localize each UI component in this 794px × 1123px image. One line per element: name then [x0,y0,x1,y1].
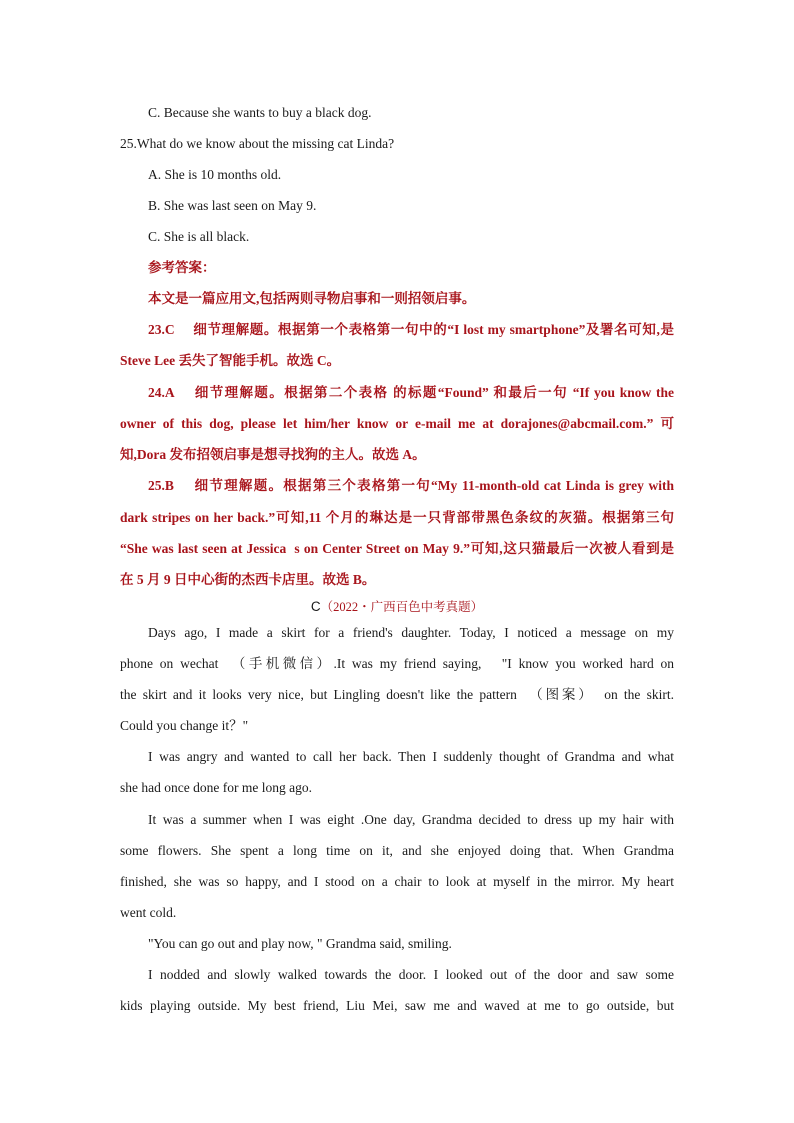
answer-23-line2: Steve Lee 丢失了智能手机。故选 C。 [120,353,341,368]
passage-p4-line1: "You can go out and play now, " Grandma said, smiling. [148,936,452,951]
answer-25-line1: 25.B 细节理解题。根据第三个表格第一句“My 11-month-old cat Linda is grey with [148,478,674,493]
passage-p2-line2: she had once done for me long ago. [120,780,312,795]
answer-25-line2: dark stripes on her back.”可知,11 个月的琳达是一只背部带黑色条纹的灰猫。根据第三句 [120,510,674,525]
answer-24-line3: 知,Dora 发布招领启事是想寻找狗的主人。故选 A。 [120,447,426,462]
passage-p5-line2: kids playing outside. My best friend, Liu Mei, saw me and waved at me to go outside, but [120,998,674,1013]
answer-intro: 本文是一篇应用文,包括两则寻物启事和一则招领启事。 [148,291,476,306]
passage-p3-line1: It was a summer when I was eight .One day, Grandma decided to dress up my hair with [148,812,674,827]
q24-option-c: C. Because she wants to buy a black dog. [148,105,372,120]
answer-24-line1: 24.A 细节理解题。根据第二个表格 的标题“Found” 和最后一句 “If you know the [148,385,674,400]
q25-option-b: B. She was last seen on May 9. [148,198,317,213]
passage-p3-line2: some flowers. She spent a long time on it, and she enjoyed doing that. When Grandma [120,843,674,858]
passage-p3-line4: went cold. [120,905,177,920]
answer-heading: 参考答案： [148,260,216,275]
section-source: （2022・广西百色中考真题） [320,600,484,614]
passage-p1-line3: the skirt and it looks very nice, but Lingling doesn't like the pattern （图案） on the skirt. [120,687,674,702]
passage-p1-line2: phone on wechat （手机微信）.It was my friend saying, "I know you worked hard on [120,656,674,671]
q25-option-c: C. She is all black. [148,229,250,244]
answer-24-line2: owner of this dog, please let him/her know or e-mail me at dorajones@abcmail.com.” 可 [120,416,674,431]
answer-25-line3: “She was last seen at Jessicas on Center Street on May 9.”可知,这只猫最后一次被人看到是 [120,541,674,556]
q25-option-a: A. She is 10 months old. [148,167,282,182]
passage-p5-line1: I nodded and slowly walked towards the door. I looked out of the door and saw some [148,967,674,982]
q25-question: 25.What do we know about the missing cat Linda? [120,136,395,151]
passage-p1-line4: Could you change it？" [120,718,249,733]
passage-p1-line1: Days ago, I made a skirt for a friend's daughter. Today, I noticed a message on my [148,625,674,640]
answer-23-line1: 23.C 细节理解题。根据第一个表格第一句中的“I lost my smartphone”及署名可知,是 [148,322,674,337]
passage-p3-line3: finished, she was so happy, and I stood on a chair to look at myself in the mirror. My heart [120,874,674,889]
passage-p2-line1: I was angry and wanted to call her back. Then I suddenly thought of Grandma and what [148,749,674,764]
answer-25-line4: 在 5 月 9 日中心街的杰西卡店里。故选 B。 [120,572,376,587]
section-letter: C [310,599,321,614]
